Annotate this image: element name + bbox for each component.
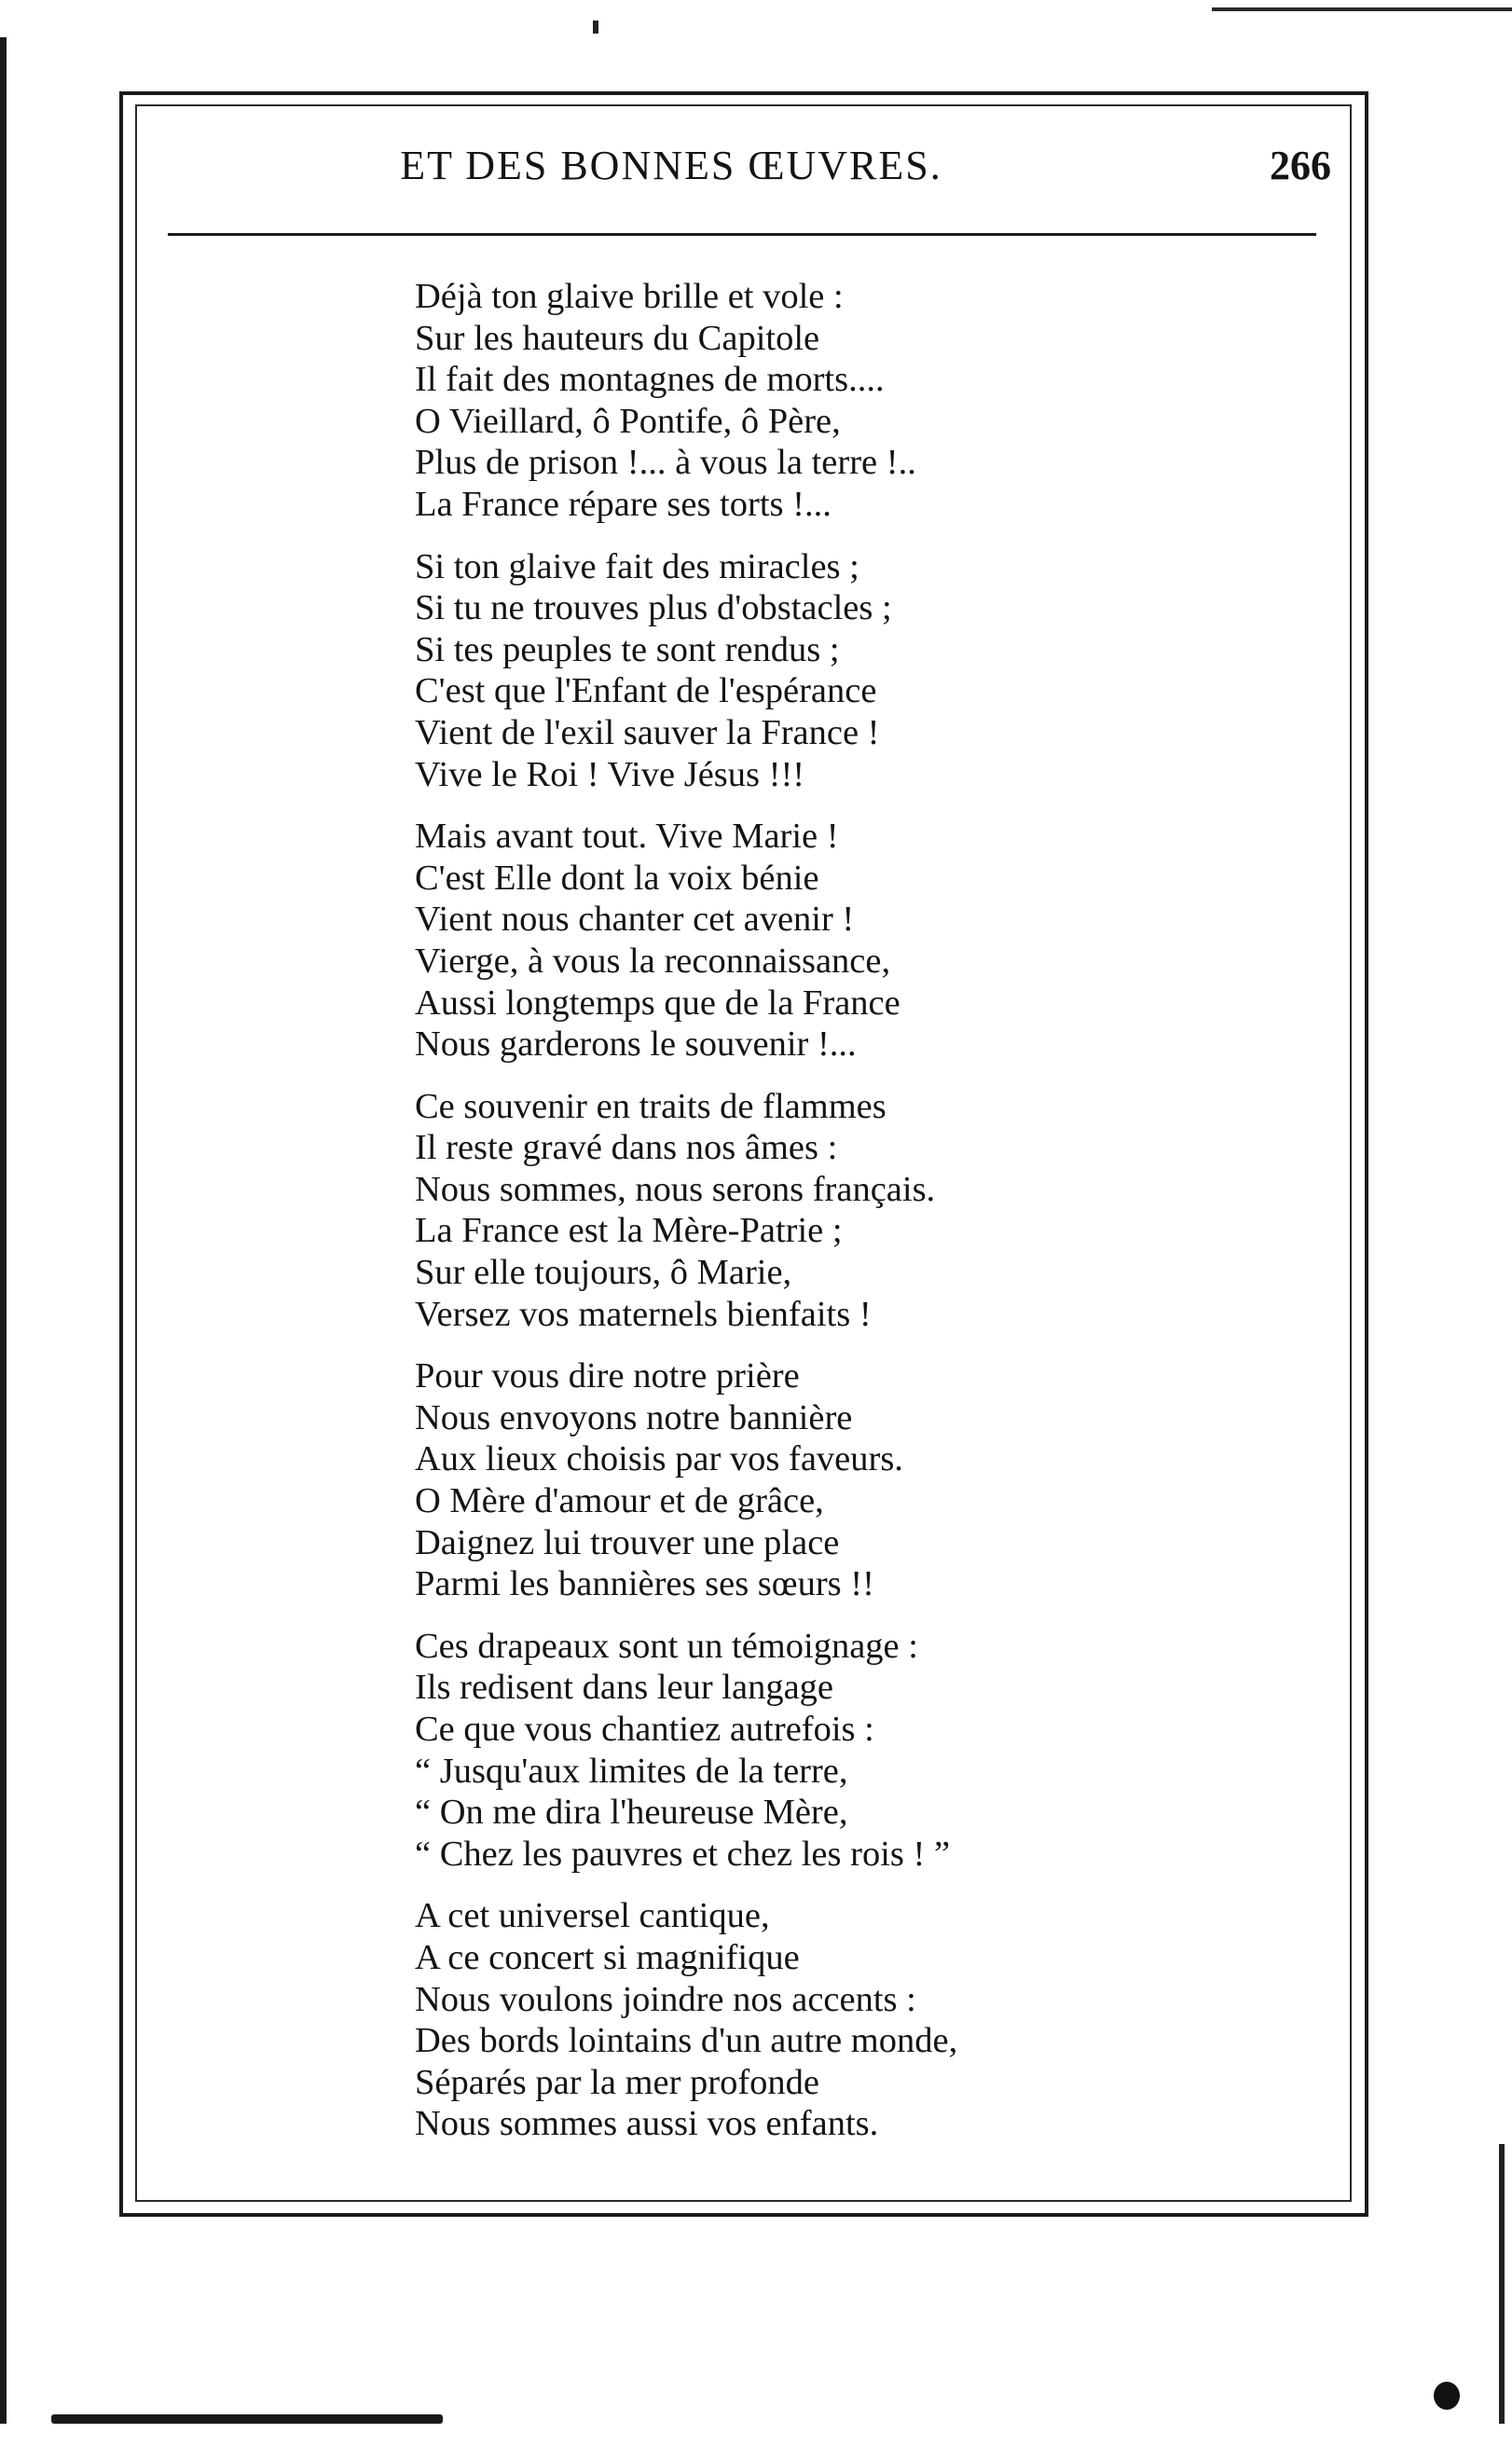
verse-line: Si tes peuples te sont rendus ; [415, 629, 840, 669]
scan-left-edge-mark [0, 37, 7, 2424]
verse-line: Daignez lui trouver une place [415, 1522, 840, 1562]
verse-line: O Mère d'amour et de grâce, [415, 1481, 824, 1521]
verse-line: Aux lieux choisis par vos faveurs. [415, 1439, 903, 1479]
verse-line: Nous sommes, nous serons français. [415, 1169, 936, 1209]
verse-line: Nous garderons le souvenir !... [415, 1024, 857, 1065]
verse-line: Parmi les bannières ses sœurs !! [415, 1564, 874, 1604]
scan-dot [593, 21, 598, 34]
verse-line: Ces drapeaux sont un témoignage : [415, 1626, 918, 1666]
page-number: 266 [1270, 143, 1331, 188]
stanza [415, 276, 1254, 526]
verse-line: Séparés par la mer profonde [415, 2062, 820, 2102]
verse-line: “ Jusqu'aux limites de la terre, [415, 1751, 848, 1791]
verse-line: Versez vos maternels bienfaits ! [415, 1294, 872, 1334]
verse-line: Pour vous dire notre prière [415, 1356, 800, 1396]
verse-line: Déjà ton glaive brille et vole : [415, 277, 844, 316]
verse-line: La France répare ses torts !... [415, 484, 832, 524]
verse-line: C'est Elle dont la voix bénie [415, 858, 819, 898]
verse-line: Nous sommes aussi vos enfants. [415, 2104, 879, 2144]
verse-line: O Vieillard, ô Pontife, ô Père, [415, 401, 841, 441]
verse-line: Ce souvenir en traits de flammes [415, 1086, 887, 1126]
verse-line: Il reste gravé dans nos âmes : [415, 1128, 838, 1168]
verse-line: Sur les hauteurs du Capitole [415, 318, 820, 358]
stanza [415, 1086, 1254, 1336]
verse-line: Il fait des montagnes de morts.... [415, 360, 885, 400]
verse-line: Vierge, à vous la reconnaissance, [415, 941, 891, 981]
verse-line: Si tu ne trouves plus d'obstacles ; [415, 588, 892, 628]
verse-line: A ce concert si magnifique [415, 1937, 800, 1977]
stanza [415, 1355, 1254, 1605]
verse-line: Nous voulons joindre nos accents : [415, 1979, 916, 2019]
scan-right-edge-mark [1499, 2144, 1505, 2424]
verse-line: “ On me dira l'heureuse Mère, [415, 1793, 848, 1833]
stanza [415, 1895, 1254, 2145]
verse-line: Vient nous chanter cet avenir ! [415, 900, 855, 940]
scan-bottom-mark [51, 2414, 443, 2424]
stanza [415, 546, 1254, 796]
verse-line: “ Chez les pauvres et chez les rois ! ” [415, 1834, 951, 1874]
verse-line: Ils redisent dans leur langage [415, 1668, 834, 1708]
verse-line: Sur elle toujours, ô Marie, [415, 1253, 792, 1293]
verse-line: Ce que vous chantiez autrefois : [415, 1710, 874, 1749]
stanza [415, 1626, 1254, 1876]
stanza [415, 816, 1254, 1065]
verse-line: Plus de prison !... à vous la terre !.. [415, 443, 916, 483]
running-title: ET DES BONNES ŒUVRES. [400, 143, 942, 188]
verse-line: Si ton glaive fait des miracles ; [415, 546, 859, 586]
scan-top-mark [1212, 7, 1512, 11]
ink-blot [1434, 2382, 1460, 2410]
verse-line: C'est que l'Enfant de l'espérance [415, 671, 877, 711]
verse-line: Aussi longtemps que de la France [415, 983, 900, 1023]
poem-text [415, 276, 1254, 2165]
header-rule [168, 233, 1316, 236]
verse-line: La France est la Mère-Patrie ; [415, 1211, 843, 1251]
verse-line: Mais avant tout. Vive Marie ! [415, 817, 839, 857]
verse-line: Vive le Roi ! Vive Jésus !!! [415, 754, 805, 794]
verse-line: Nous envoyons notre bannière [415, 1397, 853, 1437]
verse-line: A cet universel cantique, [415, 1896, 770, 1936]
verse-line: Des bords lointains d'un autre monde, [415, 2021, 958, 2061]
verse-line: Vient de l'exil sauver la France ! [415, 712, 880, 752]
